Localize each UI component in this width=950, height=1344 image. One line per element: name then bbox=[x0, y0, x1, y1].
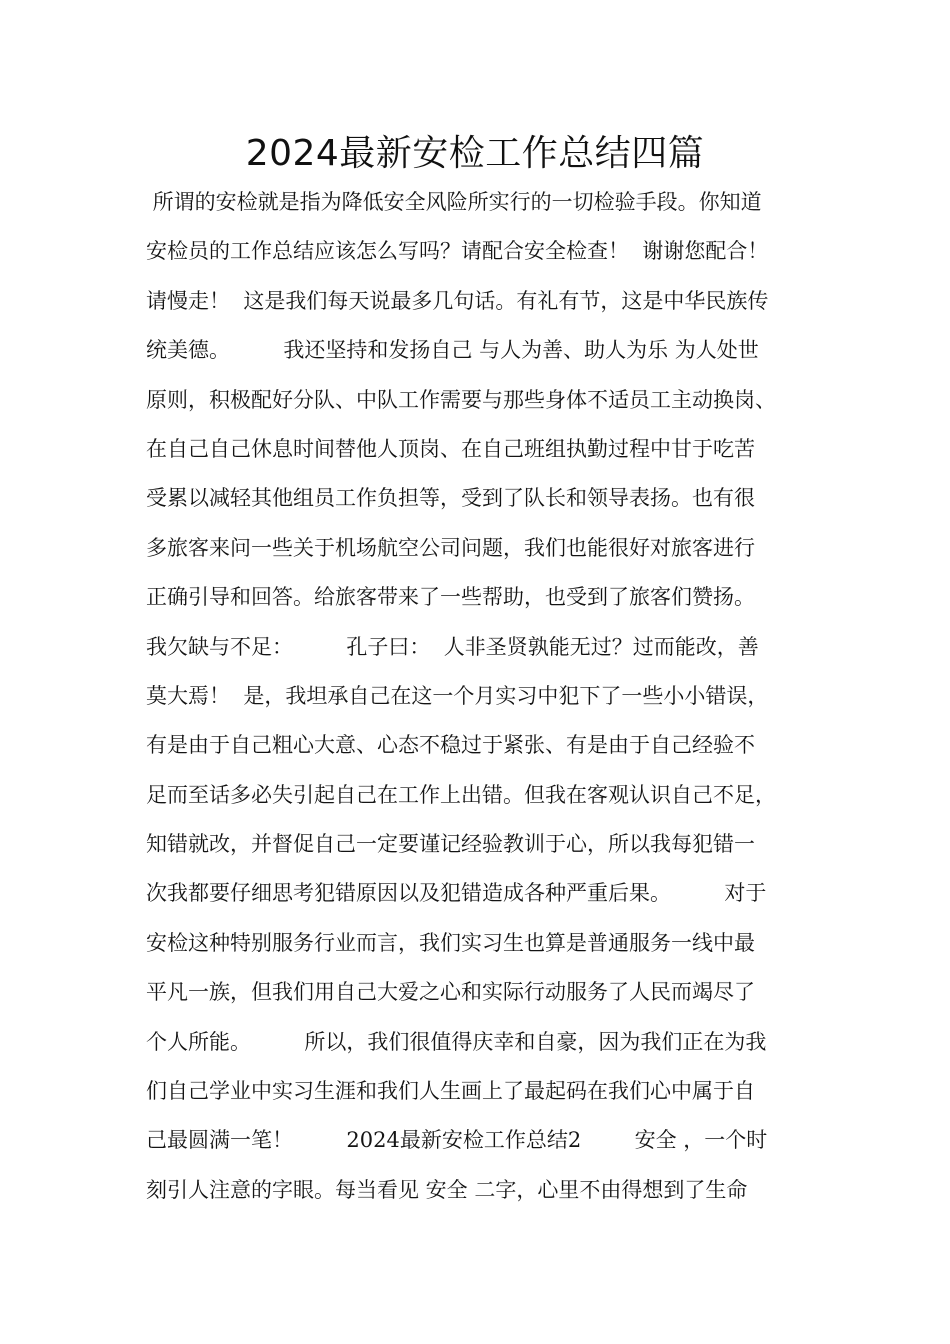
body-line: 刻引人注意的字眼。每当看见 安全 二字，心里不由得想到了生命 bbox=[146, 1177, 748, 1202]
body-line: 有是由于自己粗心大意、心态不稳过于紧张、有是由于自己经验不 bbox=[146, 733, 755, 758]
body-line: 己最圆满一笔！ 2024最新安检工作总结2 安全 ，一个时 bbox=[146, 1128, 768, 1153]
body-line: 原则，积极配好分队、中队工作需要与那些身体不适员工主动换岗、 bbox=[146, 387, 776, 412]
body-line: 安检这种特别服务行业而言，我们实习生也算是普通服务一线中最 bbox=[146, 930, 755, 955]
body-line: 我欠缺与不足： 孔子曰： 人非圣贤孰能无过？过而能改，善 bbox=[146, 634, 759, 659]
body-line: 足而至话多必失引起自己在工作上出错。但我在客观认识自己不足， bbox=[146, 782, 776, 807]
document-body bbox=[146, 178, 826, 1215]
body-line: 正确引导和回答。给旅客带来了一些帮助，也受到了旅客们赞扬。 bbox=[146, 585, 755, 610]
body-line: 平凡一族，但我们用自己大爱之心和实际行动服务了人民而竭尽了 bbox=[146, 980, 755, 1005]
body-line: 个人所能。 所以，我们很值得庆幸和自豪，因为我们正在为我 bbox=[146, 1029, 767, 1054]
body-line: 多旅客来问一些关于机场航空公司问题，我们也能很好对旅客进行 bbox=[146, 535, 755, 560]
body-line: 知错就改，并督促自己一定要谨记经验教训于心，所以我每犯错一 bbox=[146, 832, 755, 857]
body-line: 统美德。 我还坚持和发扬自己 与人为善、助人为乐 为人处世 bbox=[146, 338, 759, 363]
body-line: 们自己学业中实习生涯和我们人生画上了最起码在我们心中属于自 bbox=[146, 1079, 755, 1104]
body-line: 次我都要仔细思考犯错原因以及犯错造成各种严重后果。 对于 bbox=[146, 881, 767, 906]
body-line: 在自己自己休息时间替他人顶岗、在自己班组执勤过程中甘于吃苦 bbox=[146, 436, 755, 461]
document-title: 2024最新安检工作总结四篇 bbox=[245, 133, 705, 174]
body-line: 受累以减轻其他组员工作负担等，受到了队长和领导表扬。也有很 bbox=[146, 486, 755, 511]
body-line: 莫大焉！ 是，我坦承自己在这一个月实习中犯下了一些小小错误， bbox=[146, 683, 769, 708]
body-line: 请慢走！ 这是我们每天说最多几句话。有礼有节，这是中华民族传 bbox=[146, 288, 769, 313]
body-line: 所谓的安检就是指为降低安全风险所实行的一切检验手段。你知道 bbox=[146, 190, 762, 214]
body-line: 安检员的工作总结应该怎么写吗？请配合安全检查！ 谢谢您配合！ bbox=[146, 239, 769, 264]
